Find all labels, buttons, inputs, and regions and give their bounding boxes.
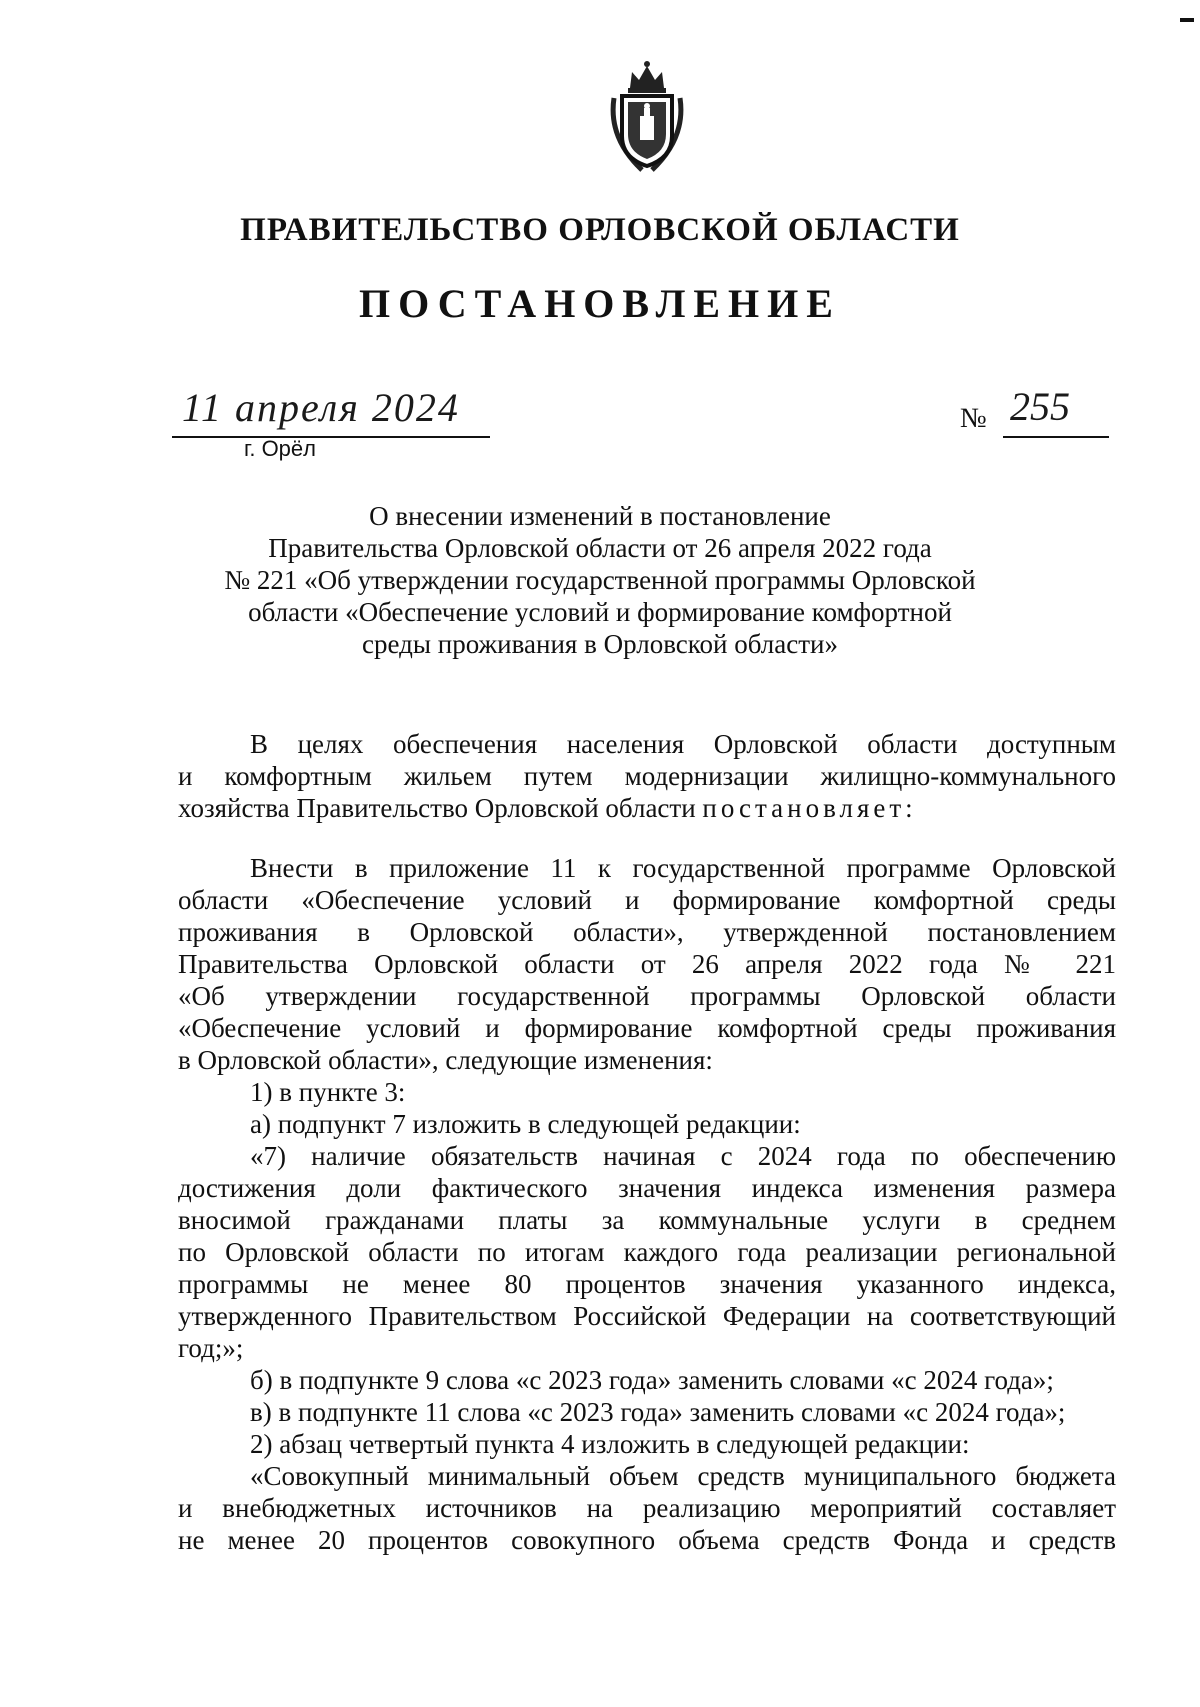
- document-title: [150, 500, 1050, 660]
- body-line: проживания в Орловской области», утвержденной постановлением: [178, 917, 1116, 947]
- list-item: б) в подпункте 9 слова «с 2023 года» заменить словами «с 2024 года»;: [250, 1365, 1054, 1395]
- organization-name: ПРАВИТЕЛЬСТВО ОРЛОВСКОЙ ОБЛАСТИ: [240, 212, 960, 248]
- list-item: 2) абзац четвертый пункта 4 изложить в следующей редакции:: [250, 1429, 970, 1459]
- body-text: хозяйства Правительство Орловской области: [178, 793, 696, 823]
- body-line: утвержденного Правительством Российской Федерации на соответствующий: [178, 1301, 1116, 1331]
- body-line: не менее 20 процентов совокупного объема средств Фонда и средств: [178, 1525, 1116, 1555]
- title-line: Правительства Орловской области от 26 апреля 2022 года: [268, 533, 932, 563]
- body-line: год;»;: [178, 1333, 244, 1363]
- number-sign: №: [960, 403, 987, 434]
- city-label: г. Орёл: [244, 436, 316, 461]
- title-line: О внесении изменений в постановление: [369, 501, 831, 531]
- list-item: а) подпункт 7 изложить в следующей редакции:: [250, 1109, 801, 1139]
- body-line: программы не менее 80 процентов значения указанного индекса,: [178, 1269, 1116, 1299]
- body-line: «Обеспечение условий и формирование комфортной среды проживания: [178, 1013, 1116, 1043]
- body-line: по Орловской области по итогам каждого года реализации региональной: [178, 1237, 1116, 1267]
- body-line: и комфортным жильем путем модернизации жилищно-коммунального: [178, 761, 1116, 791]
- title-line: № 221 «Об утверждении государственной программы Орловской: [224, 565, 976, 595]
- body-line: в Орловской области», следующие изменения:: [178, 1045, 713, 1075]
- handwritten-date: 11 апреля 2024: [182, 385, 460, 430]
- body-line: и внебюджетных источников на реализацию мероприятий составляет: [178, 1493, 1116, 1523]
- list-item: 1) в пункте 3:: [250, 1077, 406, 1107]
- scan-edge-mark: [1180, 18, 1194, 22]
- document-type: ПОСТАНОВЛЕНИЕ: [359, 281, 841, 326]
- list-item: в) в подпункте 11 слова «с 2023 года» заменить словами «с 2024 года»;: [250, 1397, 1066, 1427]
- body-line: достижения доли фактического значения индекса изменения размера: [178, 1173, 1116, 1203]
- handwritten-number: 255: [1010, 384, 1070, 429]
- coat-of-arms-emblem: [602, 58, 692, 178]
- paragraph-gap: [178, 824, 1116, 852]
- body-line: Внести в приложение 11 к государственной программе Орловской: [250, 853, 1116, 883]
- body-line: «7) наличие обязательств начиная с 2024 года по обеспечению: [250, 1141, 1116, 1171]
- body-line: вносимой гражданами платы за коммунальные услуги в среднем: [178, 1205, 1116, 1235]
- body-line: Правительства Орловской области от 26 апреля 2022 года № 221: [178, 949, 1116, 979]
- body-line: области «Обеспечение условий и формирование комфортной среды: [178, 885, 1116, 915]
- title-line: области «Обеспечение условий и формирование комфортной: [248, 597, 952, 627]
- body-line: В целях обеспечения населения Орловской области доступным: [250, 729, 1116, 759]
- date-underline: [172, 436, 490, 438]
- body-line: [178, 792, 1116, 824]
- title-line: среды проживания в Орловской области»: [362, 629, 838, 659]
- number-underline: [1003, 436, 1109, 438]
- document-body: [178, 728, 1116, 1556]
- body-line: «Совокупный минимальный объем средств муниципального бюджета: [250, 1461, 1116, 1491]
- body-line: «Об утверждении государственной программы Орловской области: [178, 981, 1116, 1011]
- resolution-word: постановляет:: [702, 793, 917, 823]
